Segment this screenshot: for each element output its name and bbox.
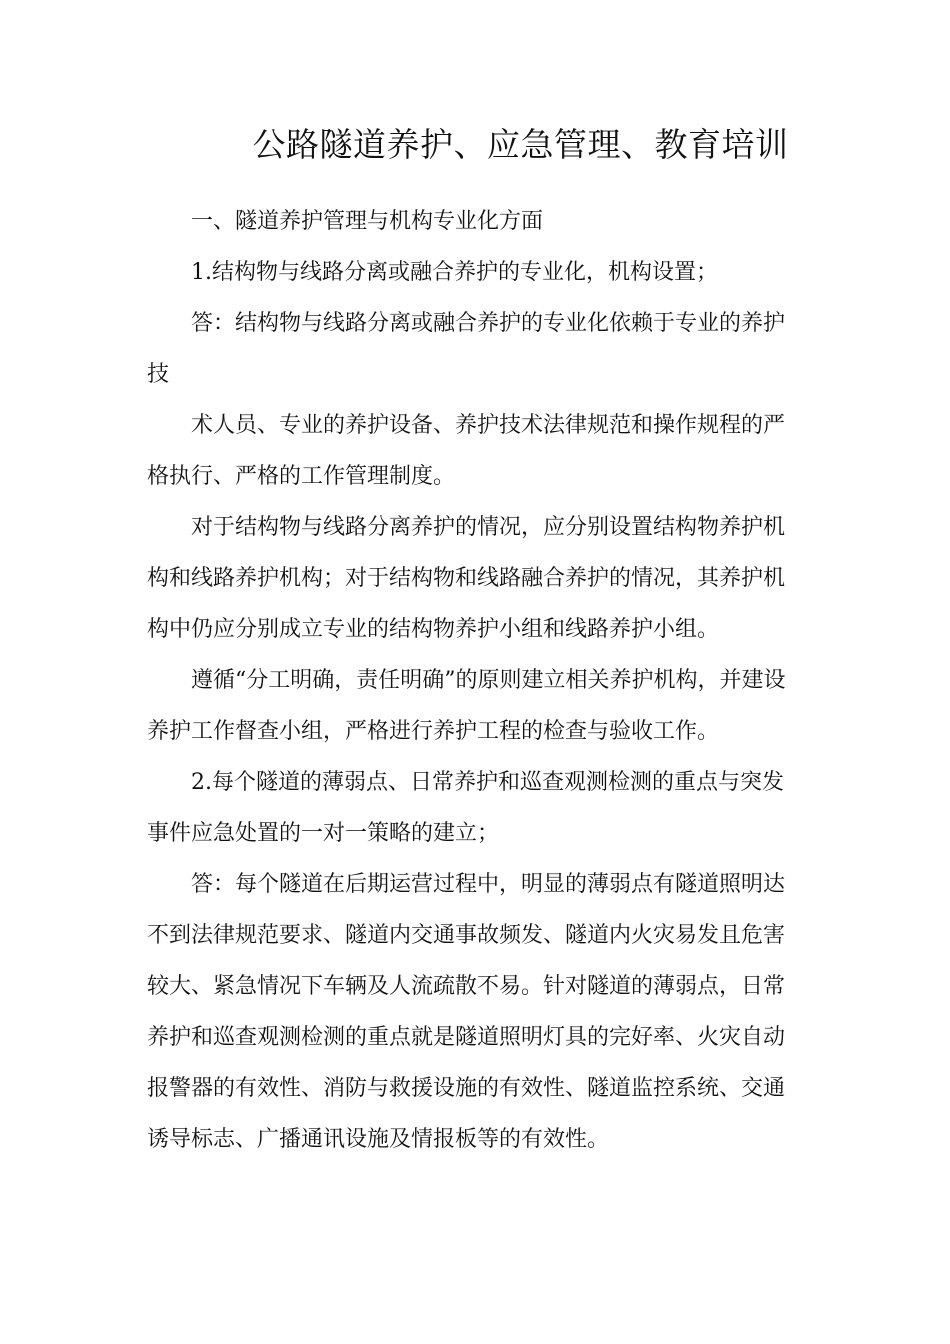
question-1	[147, 247, 797, 298]
text-line: 答：每个隧道在后期运营过程中，明显的薄弱点有隧道照明达	[191, 872, 786, 897]
text-line: 术人员、专业的养护设备、养护技术法律规范和操作规程的严	[191, 413, 786, 438]
text-line: 较大、紧急情况下车辆及人流疏散不易。针对隧道的薄弱点，日常	[147, 974, 786, 999]
answer-1	[147, 298, 797, 400]
section-heading	[147, 196, 797, 247]
text-line: 构中仍应分别成立专业的结构物养护小组和线路养护小组。	[147, 617, 720, 642]
text-line: 诱导标志、广播通讯设施及情报板等的有效性。	[147, 1127, 610, 1152]
text-line: 格执行、严格的工作管理制度。	[147, 464, 456, 489]
document-body	[147, 196, 797, 1165]
paragraph-4	[147, 655, 797, 757]
text-line: 构和线路养护机构；对于结构物和线路融合养护的情况，其养护机	[147, 566, 786, 591]
text-line: 一、隧道养护管理与机构专业化方面	[191, 209, 544, 234]
document-title: 公路隧道养护、应急管理、教育培训	[252, 125, 789, 164]
question-2	[147, 757, 797, 859]
paragraph-3	[147, 502, 797, 655]
text-line: 答：结构物与线路分离或融合养护的专业化依赖于专业的养护	[191, 311, 786, 336]
text-line: 遵循“分工明确，责任明确”的原则建立相关养护机构，并建设	[191, 668, 786, 693]
text-line: 技	[147, 362, 170, 387]
text-line: 养护和巡查观测检测的重点就是隧道照明灯具的完好率、火灾自动	[147, 1025, 786, 1050]
text-line: 事件应急处置的一对一策略的建立；	[147, 821, 500, 846]
text-line: 报警器的有效性、消防与救援设施的有效性、隧道监控系统、交通	[147, 1076, 786, 1101]
text-line: 1.结构物与线路分离或融合养护的专业化，机构设置；	[191, 260, 718, 285]
text-line: 对于结构物与线路分离养护的情况，应分别设置结构物养护机	[191, 515, 786, 540]
paragraph-2	[147, 400, 797, 502]
answer-2	[147, 859, 797, 1165]
text-line: 不到法律规范要求、隧道内交通事故频发、隧道内火灾易发且危害	[147, 923, 786, 948]
text-line: 2.每个隧道的薄弱点、日常养护和巡查观测检测的重点与突发	[191, 770, 784, 795]
text-line: 养护工作督查小组，严格进行养护工程的检查与验收工作。	[147, 719, 720, 744]
